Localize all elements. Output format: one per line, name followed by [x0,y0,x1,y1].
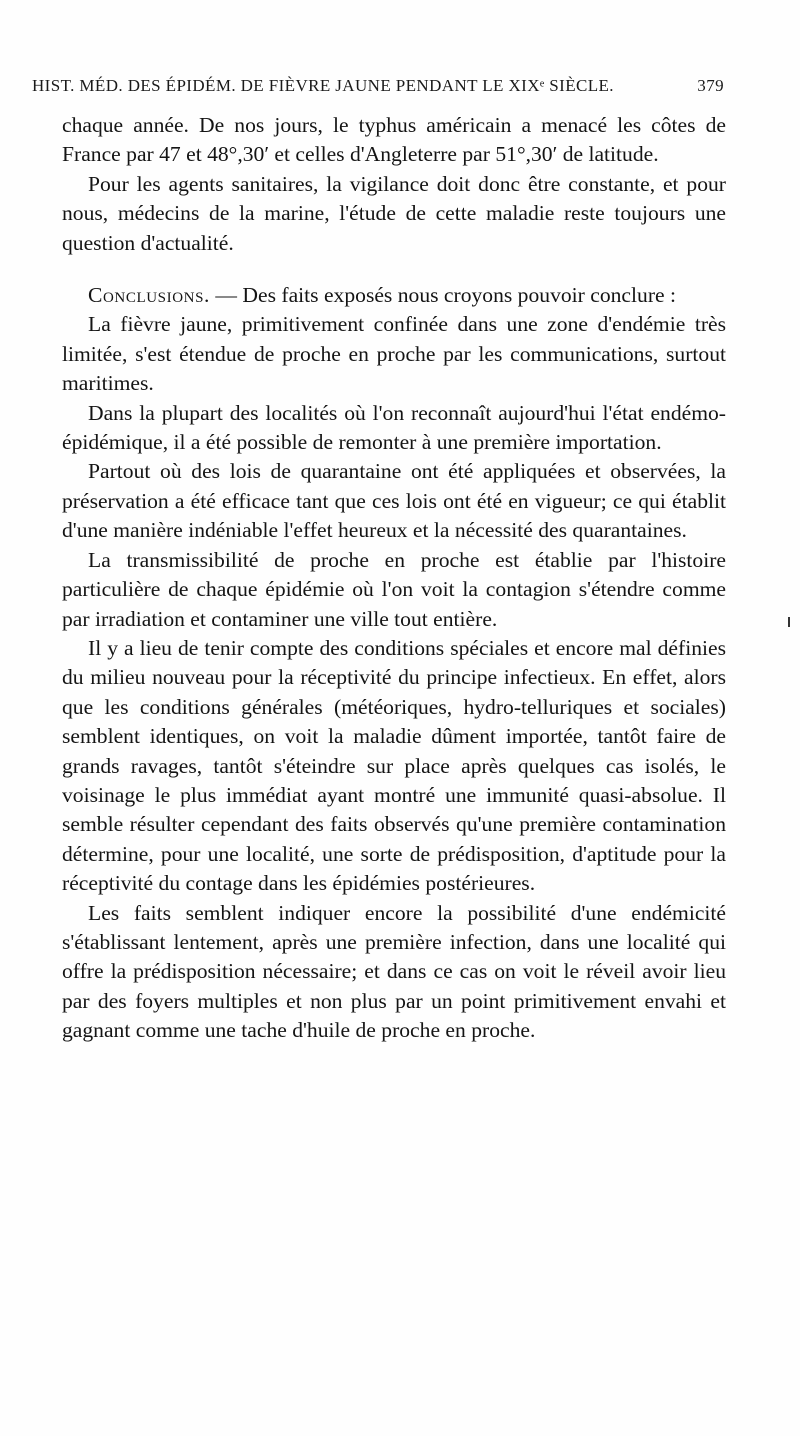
paragraph-continuation: chaque année. De nos jours, le typhus américain a menacé les côtes de France par 47 et 48°,30′ et celles d'Angleterre par 51°,30′ de latitude. [62,113,726,167]
paragraph-quarantine: Partout où des lois de quarantaine ont été appliquées et observées, la préservation a été efficace tant que ces lois ont été en vigueur; ce qui établit d'une manière indéniable l'effet heureux et la nécessité des quarantaines. [62,459,726,543]
page-number: 379 [697,76,724,95]
paragraph-yellow-fever-spread: La fièvre jaune, primitivement confinée dans une zone d'endémie très limitée, s'est étendue de proche en proche par les communications, surtout maritimes. [62,312,726,396]
paragraph-transmissibility: La transmissibilité de proche en proche est établie par l'histoire particulière de chaque épidémie où l'on voit la contagion s'étendre comme par irradiation et contaminer une ville tout entière. [62,547,726,631]
paragraph-special-conditions: Il y a lieu de tenir compte des conditions spéciales et encore mal définies du milieu nouveau pour la réceptivité du principe infectieux. En effet, alors que les conditions générales (météoriques, hydro-telluriques et sociales) semblent identiques, on voit la maladie dûment importée, tantôt faire de grands ravages, tantôt s'éteindre sur place après quelques cas isolés, le voisinage le plus immédiat ayant montré une immunité quasi-absolue. Il semble résulter cependant des faits observés qu'une première contamination détermine, pour une localité, une sorte de prédisposition, d'aptitude pour la réceptivité du contage dans les épidémies postérieures. [62,635,726,896]
running-head [32,76,724,96]
paragraph-endemicity: Les faits semblent indiquer encore la possibilité d'une endémicité s'établissant lentement, après une première infection, dans une localité qui offre la prédisposition nécessaire; et dans ce cas on voit le réveil avoir lieu par des foyers multiples et non plus par un point primitivement envahi et gagnant comme une tache d'huile de proche en proche. [62,900,726,1043]
conclusions-heading: Conclusions. [88,283,211,308]
conclusions-intro: — Des faits exposés nous croyons pouvoir conclure : [210,283,676,308]
paragraph-sanitary-agents: Pour les agents sanitaires, la vigilance doit donc être constante, et pour nous, médecins de la marine, l'étude de cette maladie reste toujours une question d'actualité. [62,171,726,255]
conclusions-paragraph [62,281,726,310]
section-gap [62,258,726,281]
margin-mark [788,617,790,627]
paragraph-first-importation: Dans la plupart des localités où l'on reconnaît aujourd'hui l'état endémo-épidémique, il a été possible de remonter à une première importation. [62,400,726,455]
body-text [62,111,726,1046]
running-head-title: HIST. MÉD. DES ÉPIDÉM. DE FIÈVRE JAUNE PENDANT LE XIXᵉ SIÈCLE. [32,76,614,95]
